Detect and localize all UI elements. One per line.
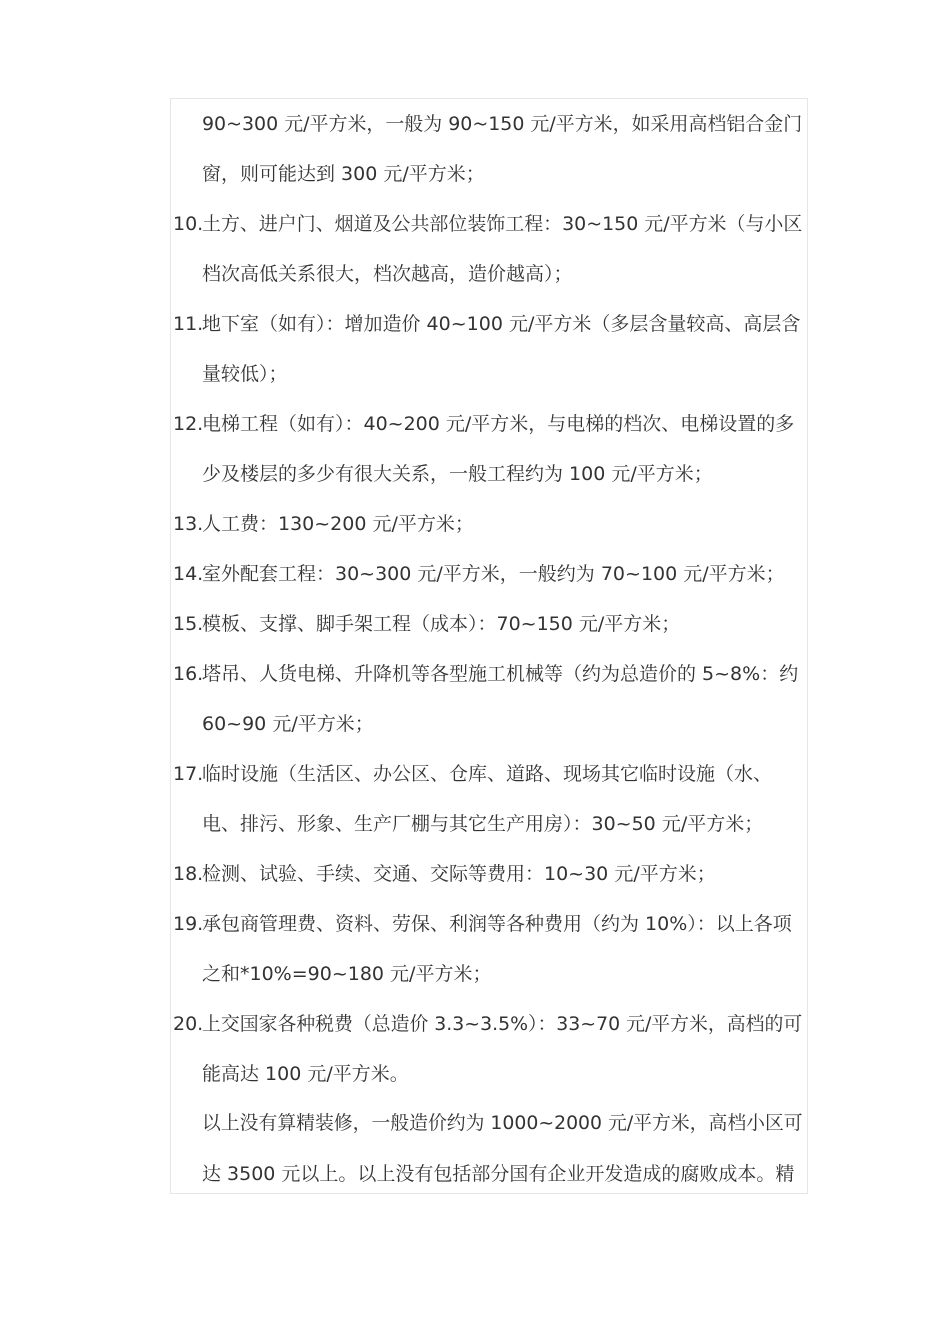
line-text: 达 3500 元以上。以上没有包括部分国有企业开发造成的腐败成本。精	[202, 1163, 795, 1185]
item-number: 19.	[173, 913, 204, 935]
line-text: 塔吊、人货电梯、升降机等各型施工机械等（约为总造价的 5~8%：约	[202, 663, 799, 685]
line-text: 承包商管理费、资料、劳保、利润等各种费用（约为 10%）：以上各项	[202, 913, 792, 935]
line-text: 室外配套工程：30~300 元/平方米，一般约为 70~100 元/平方米；	[202, 563, 785, 585]
line-text: 上交国家各种税费（总造价 3.3~3.5%）：33~70 元/平方米，高档的可	[202, 1013, 803, 1035]
line-text: 90~300 元/平方米，一般为 90~150 元/平方米，如采用高档铝合金门	[202, 113, 803, 135]
line-text: 人工费：130~200 元/平方米；	[202, 513, 474, 535]
line-text: 以上没有算精装修，一般造价约为 1000~2000 元/平方米，高档小区可	[202, 1113, 803, 1134]
item-number: 14.	[173, 563, 204, 585]
line-text: 少及楼层的多少有很大关系，一般工程约为 100 元/平方米；	[202, 463, 713, 485]
line-text: 电、排污、形象、生产厂棚与其它生产用房）：30~50 元/平方米；	[202, 813, 764, 835]
item-number: 20.	[173, 1013, 204, 1035]
line-text: 地下室（如有）：增加造价 40~100 元/平方米（多层含量较高、高层含	[202, 313, 801, 335]
line-text: 之和*10%=90~180 元/平方米；	[202, 963, 492, 985]
item-number: 10.	[173, 213, 204, 235]
item-number: 17.	[173, 763, 204, 785]
line-text: 土方、进户门、烟道及公共部位装饰工程：30~150 元/平方米（与小区	[202, 213, 803, 235]
line-text: 检测、试验、手续、交通、交际等费用：10~30 元/平方米；	[202, 863, 716, 885]
line-text: 临时设施（生活区、办公区、仓库、道路、现场其它临时设施（水、	[202, 763, 773, 785]
item-number: 12.	[173, 413, 204, 435]
item-number: 18.	[173, 863, 204, 885]
line-text: 档次高低关系很大，档次越高，造价越高）；	[202, 263, 573, 285]
line-text: 能高达 100 元/平方米。	[202, 1063, 409, 1085]
document-frame	[170, 98, 808, 1194]
line-text: 窗，则可能达到 300 元/平方米；	[202, 163, 485, 185]
line-text: 量较低）；	[202, 363, 288, 385]
item-number: 16.	[173, 663, 204, 685]
line-text: 模板、支撑、脚手架工程（成本）：70~150 元/平方米；	[202, 613, 681, 635]
item-number: 13.	[173, 513, 204, 535]
item-number: 15.	[173, 613, 204, 635]
line-text: 60~90 元/平方米；	[202, 713, 374, 735]
item-number: 11.	[173, 313, 204, 335]
line-text: 电梯工程（如有）：40~200 元/平方米，与电梯的档次、电梯设置的多	[202, 413, 795, 435]
